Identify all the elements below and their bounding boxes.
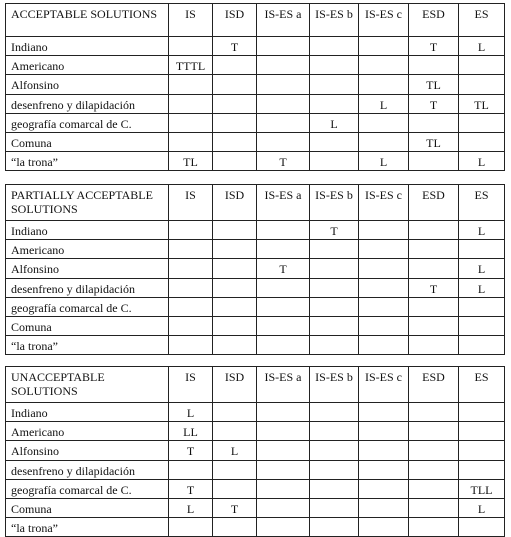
table-cell xyxy=(310,336,359,355)
column-header: ISD xyxy=(213,367,257,403)
table-cell xyxy=(409,221,459,240)
table-title: PARTIALLY ACCEPTABLE SOLUTIONS xyxy=(6,185,169,221)
table-cell: T xyxy=(257,152,310,171)
table-cell xyxy=(310,422,359,441)
table-cell xyxy=(409,152,459,171)
table-cell: TL xyxy=(169,152,213,171)
table-cell xyxy=(359,259,409,278)
table-cell xyxy=(257,479,310,498)
table-cell: TL xyxy=(409,132,459,151)
table-cell xyxy=(257,518,310,537)
column-header: IS-ES c xyxy=(359,4,409,37)
column-header: IS-ES b xyxy=(310,367,359,403)
table-cell xyxy=(359,336,409,355)
column-header: ES xyxy=(459,4,505,37)
column-header: IS-ES a xyxy=(257,367,310,403)
table-cell xyxy=(409,297,459,316)
table-cell xyxy=(257,56,310,75)
header-row xyxy=(6,185,505,221)
table-cell xyxy=(359,240,409,259)
table-cell xyxy=(213,316,257,335)
table-cell xyxy=(459,297,505,316)
table-cell: L xyxy=(459,259,505,278)
row-label: Alfonsino xyxy=(6,75,169,94)
table-row xyxy=(6,240,505,259)
table-cell xyxy=(409,113,459,132)
column-header: ISD xyxy=(213,185,257,221)
table-cell xyxy=(257,278,310,297)
row-label: geografía comarcal de C. xyxy=(6,297,169,316)
table-row xyxy=(6,460,505,479)
table-cell xyxy=(310,152,359,171)
column-header: ISD xyxy=(213,4,257,37)
table-cell xyxy=(359,75,409,94)
table-cell: LL xyxy=(169,422,213,441)
column-header: ES xyxy=(459,185,505,221)
table-cell xyxy=(310,498,359,517)
table-cell xyxy=(310,240,359,259)
table-cell xyxy=(459,132,505,151)
table-row xyxy=(6,297,505,316)
partially-acceptable-solutions-table xyxy=(5,184,505,355)
table-cell xyxy=(409,518,459,537)
column-header: ES xyxy=(459,367,505,403)
column-header: ESD xyxy=(409,367,459,403)
table-cell xyxy=(359,113,409,132)
column-header: ESD xyxy=(409,185,459,221)
row-label: Indiano xyxy=(6,403,169,422)
table-cell xyxy=(257,113,310,132)
table-cell xyxy=(310,278,359,297)
row-label: desenfreno y dilapidación xyxy=(6,94,169,113)
table-cell xyxy=(257,132,310,151)
table-cell xyxy=(310,56,359,75)
row-label: Americano xyxy=(6,240,169,259)
table-row xyxy=(6,132,505,151)
table-cell xyxy=(213,132,257,151)
column-header: IS xyxy=(169,185,213,221)
table-cell: L xyxy=(459,152,505,171)
table-cell: T xyxy=(257,259,310,278)
table-cell: L xyxy=(359,94,409,113)
table-cell xyxy=(409,316,459,335)
table-cell xyxy=(459,75,505,94)
table-cell xyxy=(213,221,257,240)
table-cell: TL xyxy=(409,75,459,94)
table-cell xyxy=(359,479,409,498)
table-cell xyxy=(213,479,257,498)
table-title: UNACCEPTABLE SOLUTIONS xyxy=(6,367,169,403)
table-cell xyxy=(459,422,505,441)
row-label: Indiano xyxy=(6,37,169,56)
table-cell xyxy=(213,403,257,422)
table-cell xyxy=(310,518,359,537)
table-cell xyxy=(169,297,213,316)
table-cell: T xyxy=(409,37,459,56)
table-cell: L xyxy=(359,152,409,171)
table-row xyxy=(6,113,505,132)
row-label: Comuna xyxy=(6,498,169,517)
table-cell xyxy=(169,278,213,297)
table-cell xyxy=(359,316,409,335)
table-cell: L xyxy=(213,441,257,460)
table-cell xyxy=(359,56,409,75)
table-cell xyxy=(257,498,310,517)
table-cell xyxy=(213,94,257,113)
table-cell xyxy=(213,460,257,479)
table-cell xyxy=(213,259,257,278)
table-row xyxy=(6,259,505,278)
table-cell xyxy=(459,113,505,132)
table-cell xyxy=(459,460,505,479)
table-cell xyxy=(409,479,459,498)
table-cell xyxy=(257,94,310,113)
table-cell xyxy=(310,316,359,335)
table-cell xyxy=(459,336,505,355)
table-cell xyxy=(169,518,213,537)
table-cell xyxy=(310,132,359,151)
column-header: IS-ES a xyxy=(257,4,310,37)
table-cell xyxy=(310,460,359,479)
table-cell xyxy=(359,441,409,460)
header-row xyxy=(6,4,505,37)
table-row xyxy=(6,75,505,94)
table-cell xyxy=(310,75,359,94)
table-cell xyxy=(310,403,359,422)
column-header: ESD xyxy=(409,4,459,37)
table-cell xyxy=(169,460,213,479)
table-cell xyxy=(169,336,213,355)
table-cell xyxy=(213,56,257,75)
table-cell xyxy=(409,441,459,460)
unacceptable-solutions-table xyxy=(5,366,505,537)
table-cell xyxy=(359,403,409,422)
row-label: geografía comarcal de C. xyxy=(6,479,169,498)
table-cell xyxy=(213,336,257,355)
table-cell xyxy=(257,316,310,335)
table-cell: T xyxy=(213,37,257,56)
table-row xyxy=(6,316,505,335)
table-cell: TL xyxy=(459,94,505,113)
row-label: Americano xyxy=(6,422,169,441)
table-cell xyxy=(169,75,213,94)
table-row xyxy=(6,221,505,240)
table-row xyxy=(6,56,505,75)
row-label: geografía comarcal de C. xyxy=(6,113,169,132)
table-cell xyxy=(459,403,505,422)
table-cell xyxy=(169,259,213,278)
table-cell xyxy=(409,259,459,278)
table-row xyxy=(6,94,505,113)
table-cell xyxy=(257,441,310,460)
table-cell xyxy=(409,460,459,479)
table-cell xyxy=(213,518,257,537)
table-cell: T xyxy=(409,94,459,113)
row-label: Americano xyxy=(6,56,169,75)
table-cell xyxy=(213,75,257,94)
table-cell: T xyxy=(409,278,459,297)
table-cell xyxy=(409,403,459,422)
table-cell xyxy=(213,152,257,171)
table-cell: L xyxy=(459,221,505,240)
row-label: “la trona” xyxy=(6,336,169,355)
row-label: desenfreno y dilapidación xyxy=(6,460,169,479)
row-label: Alfonsino xyxy=(6,441,169,460)
row-label: “la trona” xyxy=(6,152,169,171)
table-cell xyxy=(310,479,359,498)
column-header: IS-ES b xyxy=(310,4,359,37)
table-cell xyxy=(169,94,213,113)
table-cell xyxy=(257,297,310,316)
table-cell xyxy=(310,259,359,278)
table-cell xyxy=(169,37,213,56)
table-cell xyxy=(459,316,505,335)
table-cell xyxy=(169,132,213,151)
row-label: Indiano xyxy=(6,221,169,240)
table-cell xyxy=(169,316,213,335)
table-cell xyxy=(169,240,213,259)
table-cell: L xyxy=(310,113,359,132)
table-cell xyxy=(359,132,409,151)
table-cell xyxy=(257,460,310,479)
acceptable-solutions-table xyxy=(5,3,505,171)
table-row xyxy=(6,152,505,171)
table-cell: L xyxy=(169,403,213,422)
table-cell xyxy=(359,460,409,479)
row-label: desenfreno y dilapidación xyxy=(6,278,169,297)
table-cell xyxy=(359,221,409,240)
table-cell: L xyxy=(459,37,505,56)
table-cell xyxy=(257,422,310,441)
table-cell xyxy=(409,498,459,517)
table-cell: TLL xyxy=(459,479,505,498)
table-row xyxy=(6,498,505,517)
table-cell xyxy=(257,403,310,422)
column-header: IS-ES a xyxy=(257,185,310,221)
table-cell: T xyxy=(169,479,213,498)
table-cell: T xyxy=(310,221,359,240)
table-cell xyxy=(169,113,213,132)
table-row xyxy=(6,479,505,498)
table-cell xyxy=(409,56,459,75)
row-label: Alfonsino xyxy=(6,259,169,278)
table-cell xyxy=(213,113,257,132)
table-cell xyxy=(359,297,409,316)
table-cell: TTTL xyxy=(169,56,213,75)
table-cell: L xyxy=(169,498,213,517)
column-header: IS xyxy=(169,367,213,403)
table-cell xyxy=(409,422,459,441)
table-cell xyxy=(257,221,310,240)
table-title: ACCEPTABLE SOLUTIONS xyxy=(6,4,169,37)
table-cell xyxy=(310,37,359,56)
table-cell xyxy=(213,278,257,297)
table-row xyxy=(6,518,505,537)
table-cell: T xyxy=(213,498,257,517)
table-cell xyxy=(213,297,257,316)
table-cell xyxy=(310,94,359,113)
table-cell xyxy=(459,56,505,75)
table-cell xyxy=(359,422,409,441)
table-cell xyxy=(409,336,459,355)
row-label: Comuna xyxy=(6,132,169,151)
table-cell xyxy=(459,518,505,537)
table-cell xyxy=(310,441,359,460)
table-cell xyxy=(459,240,505,259)
table-cell xyxy=(257,75,310,94)
table-row xyxy=(6,336,505,355)
header-row xyxy=(6,367,505,403)
table-row xyxy=(6,278,505,297)
table-cell xyxy=(409,240,459,259)
table-cell xyxy=(359,518,409,537)
table-cell xyxy=(257,240,310,259)
table-row xyxy=(6,422,505,441)
table-row xyxy=(6,403,505,422)
table-row xyxy=(6,441,505,460)
row-label: “la trona” xyxy=(6,518,169,537)
table-cell xyxy=(310,297,359,316)
table-cell xyxy=(359,37,409,56)
table-cell xyxy=(459,441,505,460)
column-header: IS xyxy=(169,4,213,37)
column-header: IS-ES b xyxy=(310,185,359,221)
table-row xyxy=(6,37,505,56)
column-header: IS-ES c xyxy=(359,367,409,403)
table-cell xyxy=(359,498,409,517)
table-cell xyxy=(213,240,257,259)
table-cell xyxy=(169,221,213,240)
table-cell xyxy=(213,422,257,441)
column-header: IS-ES c xyxy=(359,185,409,221)
table-cell: T xyxy=(169,441,213,460)
table-cell xyxy=(257,336,310,355)
table-cell xyxy=(359,278,409,297)
row-label: Comuna xyxy=(6,316,169,335)
table-cell: L xyxy=(459,498,505,517)
table-cell: L xyxy=(459,278,505,297)
table-cell xyxy=(257,37,310,56)
